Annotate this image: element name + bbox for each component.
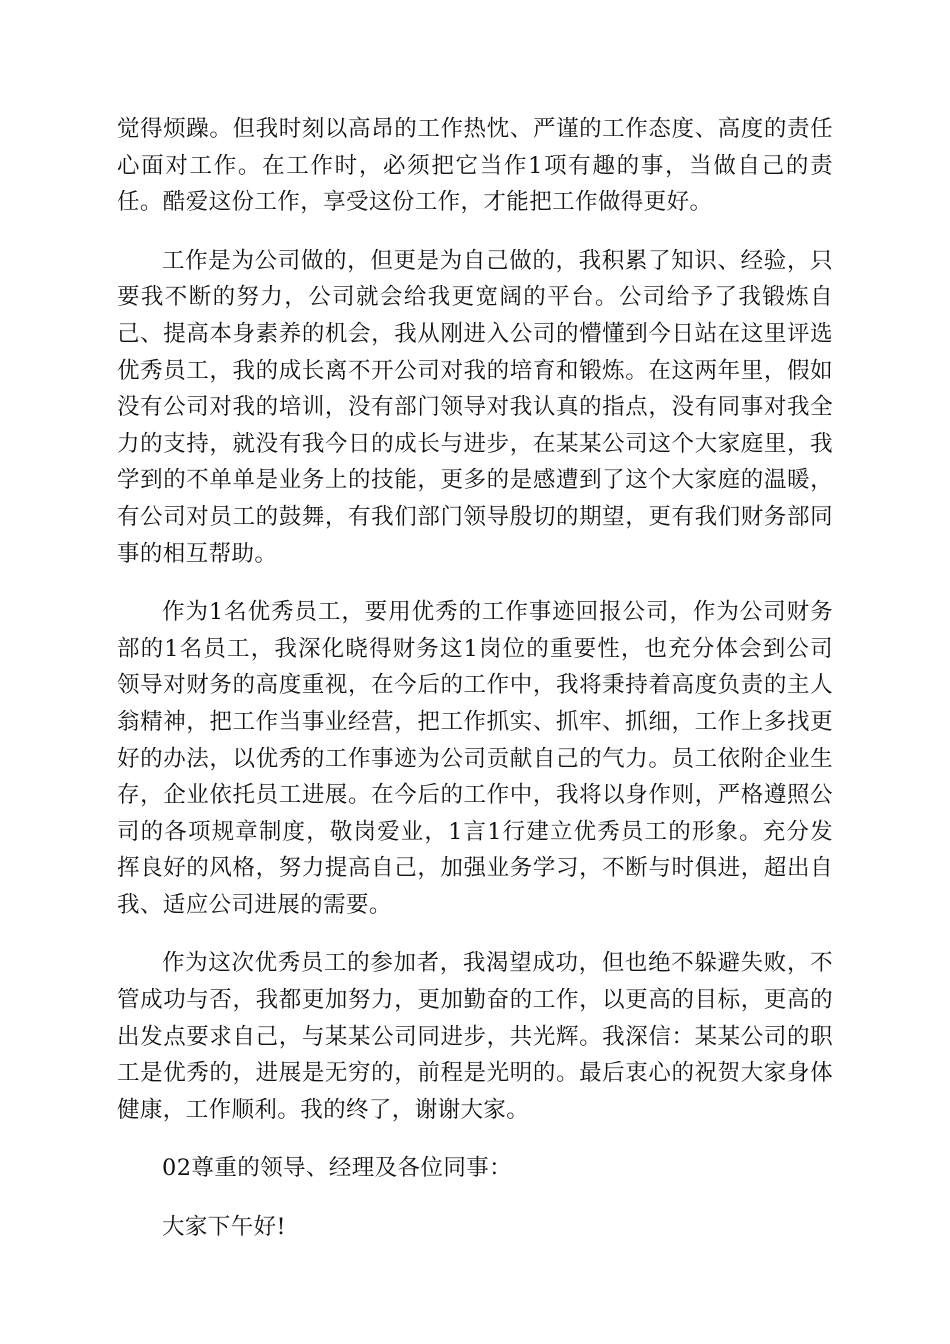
paragraph-commitment: 作为1名优秀员工，要用优秀的工作事迹回报公司，作为公司财务部的1名员工，我深化晓得财务这1岗位的重要性，也充分体会到公司领导对财务的高度重视，在今后的工作中，我将秉持着高度负责的主人翁精神，把工作当事业经营，把工作抓实、抓牢、抓细，工作上多找更好的办法，以优秀的工作事迹为公司贡献自己的气力。员工依附企业生存，企业依托员工进展。在今后的工作中，我将以身作则，严格遵照公司的各项规章制度，敬岗爱业，1言1行建立优秀员工的形象。充分发挥良好的风格，努力提高自己，加强业务学习，不断与时俱进，超出自我、适应公司进展的需要。 (117, 599, 833, 918)
section-heading: 02尊重的领导、经理及各位同事： (162, 1155, 513, 1182)
greeting-line: 大家下午好! (162, 1214, 286, 1241)
paragraph-growth: 工作是为公司做的，但更是为自己做的，我积累了知识、经验，只要我不断的努力，公司就会给我更宽阔的平台。公司给予了我锻炼自己、提高本身素养的机会，我从刚进入公司的懵懂到今日站在这里评选优秀员工，我的成长离不开公司对我的培育和锻炼。在这两年里，假如没有公司对我的培训，没有部门领导对我认真的指点，没有同事对我全力的支持，就没有我今日的成长与进步，在某某公司这个大家庭里，我学到的不单单是业务上的技能，更多的是感遭到了这个大家庭的温暖，有公司对员工的鼓舞，有我们部门领导殷切的期望，更有我们财务部同事的相互帮助。 (117, 247, 833, 567)
document-body (117, 111, 833, 1268)
paragraph-continuation: 觉得烦躁。但我时刻以高昂的工作热忱、严谨的工作态度、高度的责任心面对工作。在工作时，必须把它当作1项有趣的事，当做自己的责任。酷爱这份工作，享受这份工作，才能把工作做得更好。 (117, 116, 833, 216)
paragraph-closing: 作为这次优秀员工的参加者，我渴望成功，但也绝不躲避失败，不管成功与否，我都更加努力，更加勤奋的工作，以更高的目标，更高的出发点要求自己，与某某公司同进步，共光辉。我深信：某某公司的职工是优秀的，进展是无穷的，前程是光明的。最后衷心的祝贺大家身体健康，工作顺利。我的终了，谢谢大家。 (117, 950, 833, 1123)
